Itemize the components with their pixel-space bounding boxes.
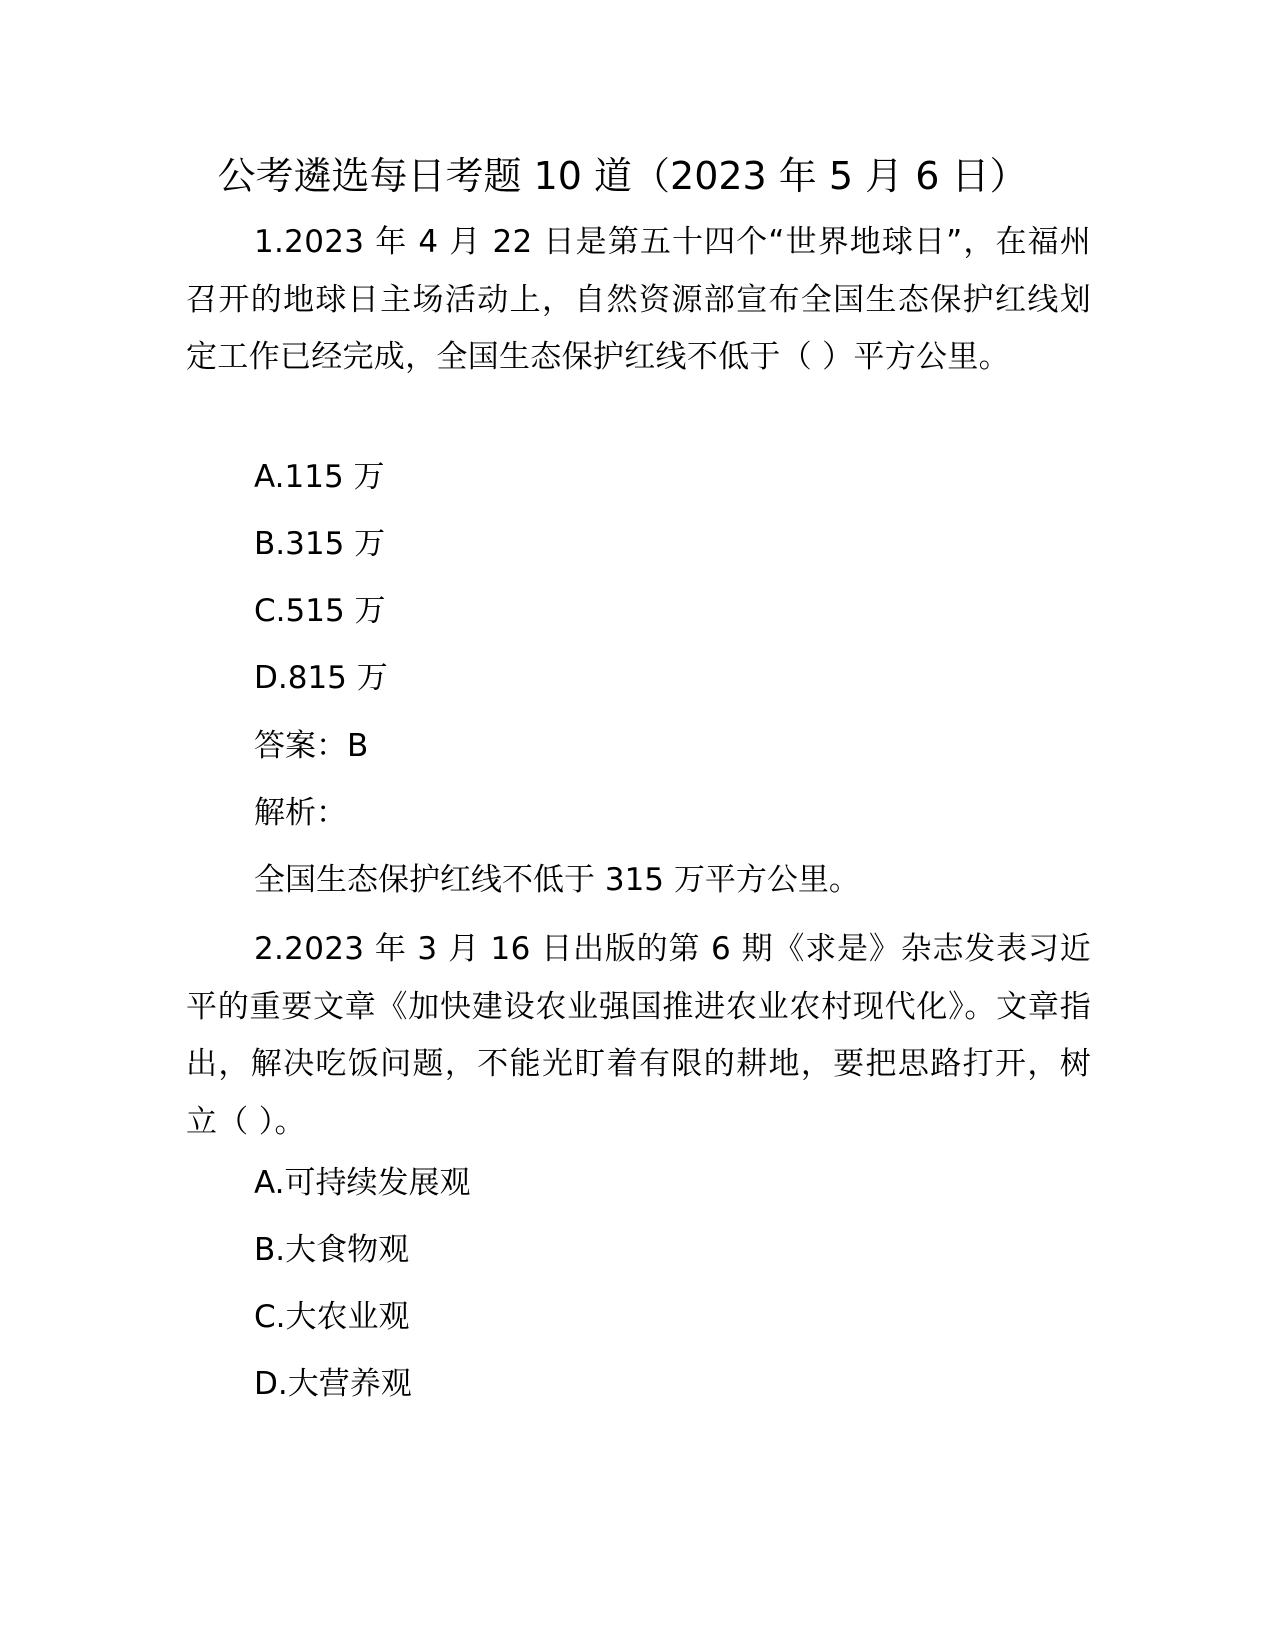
question-1-answer: 答案：B bbox=[254, 728, 369, 764]
question-2-stem: 2.2023 年 3 月 16 日出版的第 6 期《求是》杂志发表习近平的重要文章《加快建设农业强国推进农业农村现代化》。文章指出，解决吃饭问题，不能光盯着有限的耕地，要把思路打开，树立（ ）。 bbox=[186, 931, 1091, 1140]
question-2-option-a: A.可持续发展观 bbox=[254, 1165, 471, 1201]
question-2-option-d: D.大营养观 bbox=[254, 1366, 412, 1402]
document-title: 公考遴选每日考题 10 道（2023 年 5 月 6 日） bbox=[217, 154, 1028, 198]
question-2-option-c: C.大农业观 bbox=[254, 1299, 410, 1335]
question-1-option-c: C.515 万 bbox=[254, 593, 386, 629]
question-1-stem: 1.2023 年 4 月 22 日是第五十四个“世界地球日”，在福州召开的地球日主场活动上，自然资源部宣布全国生态保护红线划定工作已经完成，全国生态保护红线不低于（ ）平方公里。 bbox=[186, 224, 1091, 375]
question-1-analysis-label: 解析： bbox=[254, 795, 347, 831]
question-1-option-b: B.315 万 bbox=[254, 526, 386, 562]
question-2-option-b: B.大食物观 bbox=[254, 1232, 410, 1268]
question-1-option-d: D.815 万 bbox=[254, 660, 388, 696]
question-1-analysis-text: 全国生态保护红线不低于 315 万平方公里。 bbox=[254, 862, 860, 898]
question-1-option-a: A.115 万 bbox=[254, 459, 385, 495]
